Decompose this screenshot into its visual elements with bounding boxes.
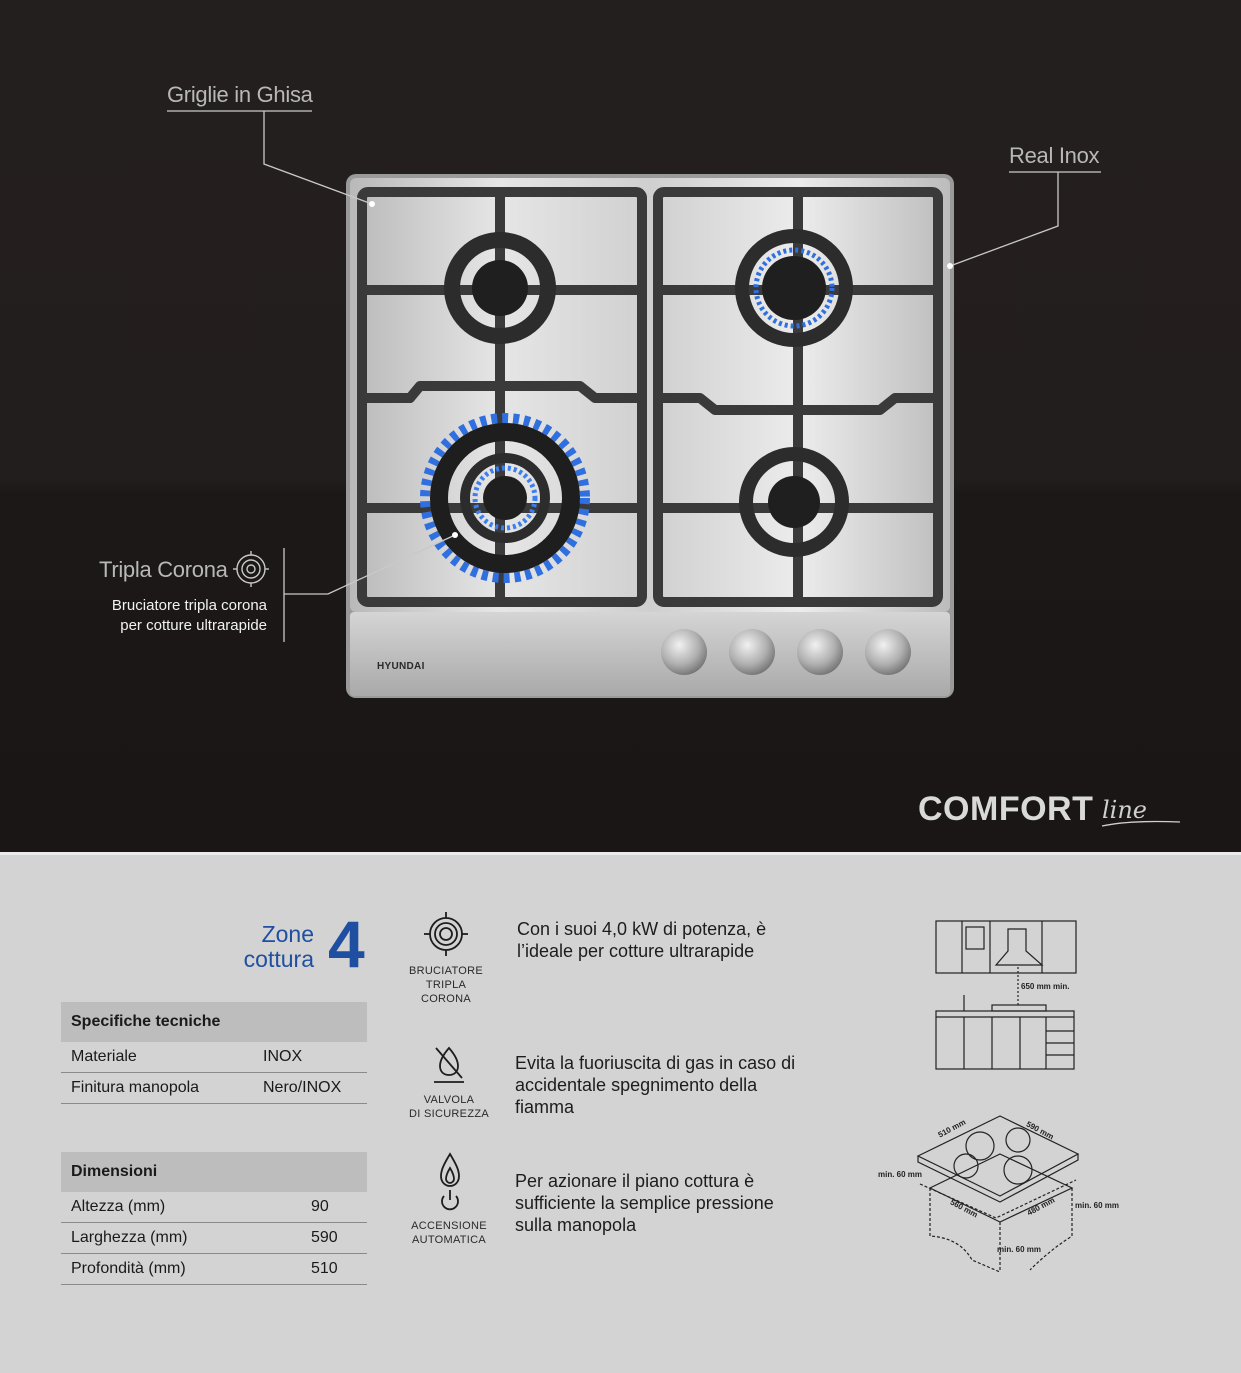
callout-griglie-label: Griglie in Ghisa (167, 82, 313, 107)
width-dimension: 590 mm (1024, 1119, 1056, 1142)
zone-label-line1: Zone (261, 921, 314, 947)
feature-caption-valve (399, 1093, 499, 1121)
brand-line-script: line (1102, 796, 1148, 824)
cut-width-dimension: 560 mm (948, 1197, 980, 1220)
dimension-value: 90 (301, 1192, 367, 1223)
spec-value: Nero/INOX (253, 1073, 367, 1104)
brand-comfort: COMFORT (918, 790, 1094, 828)
dimension-label: Altezza (mm) (61, 1192, 301, 1223)
triple-crown-burner-icon (422, 910, 470, 958)
zone-cottura-label (212, 922, 314, 972)
specs-table-header (61, 1002, 367, 1042)
caption-line: TRIPLA (425, 979, 467, 991)
dimensions-title: Dimensioni (71, 1163, 158, 1180)
auto-ignition-icon (434, 1152, 466, 1214)
dimension-value: 510 (301, 1254, 367, 1285)
hood-clearance-label: 650 mm min. (1021, 982, 1070, 991)
spec-label: Finitura manopola (61, 1073, 253, 1104)
dimension-value: 590 (301, 1223, 367, 1254)
hob-logo: HYUNDAI (377, 661, 425, 672)
callout-real-inox-label: Real Inox (1009, 143, 1100, 168)
dimension-label: Profondità (mm) (61, 1254, 301, 1285)
callout-tripla-desc-line1: Bruciatore tripla corona (111, 597, 267, 614)
caption-line: DI SICUREZZA (409, 1108, 489, 1120)
caption-line: CORONA (420, 993, 472, 1005)
callout-tripla-desc-line2: per cotture ultrarapide (120, 617, 267, 634)
min-front-clearance: min. 60 mm (997, 1245, 1042, 1254)
dimensions-table-header (61, 1152, 367, 1192)
caption-line: ACCENSIONE (411, 1220, 487, 1232)
caption-line: VALVOLA (423, 1094, 475, 1106)
brand-underline-swash (1100, 816, 1182, 830)
dimension-label: Larghezza (mm) (61, 1223, 301, 1254)
table-row (61, 1073, 367, 1104)
tripla-corona-target-icon (233, 551, 269, 587)
callout-tripla-desc (60, 596, 267, 636)
callout-tripla-corona-label: Tripla Corona (99, 557, 228, 582)
spec-label: Materiale (61, 1042, 253, 1073)
caption-line: BRUCIATORE (408, 965, 484, 977)
zone-label-line2: cottura (243, 946, 314, 972)
min-left-clearance: min. 60 mm (878, 1170, 923, 1179)
table-row (61, 1223, 367, 1254)
specs-table (61, 1002, 367, 1104)
depth-dimension: 510 mm (936, 1117, 968, 1140)
section-divider (0, 852, 1241, 855)
installation-hood-diagram (930, 915, 1080, 1075)
feature-text-valve: Evita la fuoriuscita di gas in caso di accidentale spegnimento della fiamma (515, 1053, 796, 1117)
feature-text-burner: Con i suoi 4,0 kW di potenza, è l’ideale per cotture ultrarapide (517, 919, 767, 961)
dimensions-table (61, 1152, 367, 1285)
table-row (61, 1192, 367, 1223)
zone-count: 4 (328, 907, 365, 981)
table-row (61, 1042, 367, 1073)
table-row (61, 1254, 367, 1285)
min-right-clearance: min. 60 mm (1075, 1201, 1120, 1210)
specs-title: Specifiche tecniche (71, 1013, 221, 1030)
feature-caption-burner (396, 964, 496, 1006)
cut-depth-dimension: 480 mm (1025, 1195, 1057, 1218)
feature-caption-ignition (399, 1219, 499, 1247)
spec-value: INOX (253, 1042, 367, 1073)
installation-cutout-diagram (900, 1110, 1100, 1280)
safety-valve-icon (430, 1044, 468, 1086)
feature-text-ignition: Per azionare il piano cottura è sufficiente la semplice pressione sulla manopola (515, 1171, 774, 1235)
caption-line: AUTOMATICA (411, 1234, 487, 1246)
